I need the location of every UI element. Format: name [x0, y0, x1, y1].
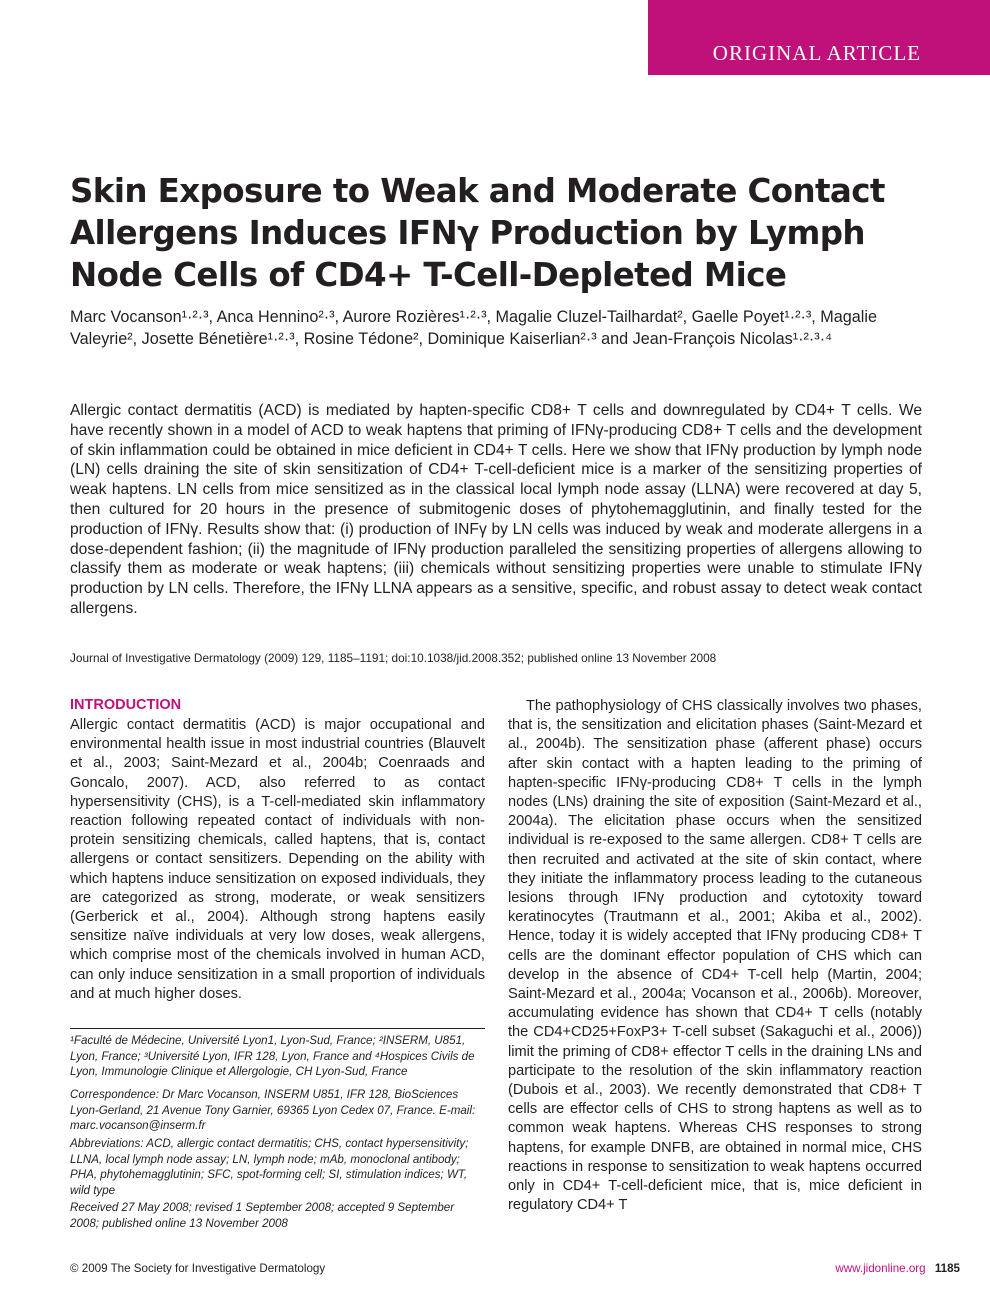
abstract: Allergic contact dermatitis (ACD) is mediated by hapten-specific CD8+ T cells and downregulated by CD4+ T cells. We have recently shown in a model of ACD to weak haptens that priming of IFNγ-producing CD8+ T cells and the development of skin inflammation could be obtained in mice deficient in CD4+ T cells. Here we show that IFNγ production by lymph node (LN) cells draining the site of skin sensitization of CD4+ T-cell-deficient mice is a marker of the sensitizing properties of weak haptens. LN cells from mice sensitized as in the classical local lymph node assay (LLNA) were recovered at day 5, then cultured for 20 hours in the presence of submitogenic doses of phytohemagglutinin, and finally tested for the production of IFNγ. Results show that: (i) production of INFγ by LN cells was induced by weak and moderate allergens in a dose-dependent fashion; (ii) the magnitude of IFNγ production paralleled the sensitizing properties of allergens allowing to classify them as moderate or weak haptens; (iii) chemicals without sensitizing properties were unable to stimulate IFNγ production by LN cells. Therefore, the IFNγ LLNA appears as a sensitive, specific, and robust assay to detect weak contact allergens.	[70, 402, 922, 617]
footnote-correspondence: Correspondence: Dr Marc Vocanson, INSERM U851, IFR 128, BioSciences Lyon-Gerland, 21 Avenue Tony Garnier, 69365 Lyon Cedex 07, France. E-mail: marc.vocanson@inserm.fr	[70, 1088, 476, 1133]
footer-right	[835, 1262, 960, 1275]
page-number: 1185	[934, 1262, 960, 1275]
author-list: Marc Vocanson¹·²·³, Anca Hennino²·³, Aurore Rozières¹·²·³, Magalie Cluzel-Tailhardat², Gaelle Poyet¹·²·³, Magalie Valeyrie², Josette Bénetière¹·²·³, Rosine Tédone², Dominique Kaiserlian²·³ and Jean-François Nicolas¹·²·³·⁴	[70, 308, 877, 348]
article-type-label: ORIGINAL ARTICLE	[712, 41, 921, 65]
footnote-received: Received 27 May 2008; revised 1 September 2008; accepted 9 September 2008; published online 13 November 2008	[70, 1201, 455, 1230]
intro-left-column: Allergic contact dermatitis (ACD) is major occupational and environmental health issue in most industrial countries (Blauvelt et al., 2003; Saint-Mezard et al., 2004b; Coenraads and Goncalo, 2007). ACD, also referred to as contact hypersensitivity (CHS), is a T-cell-mediated skin inflammatory reaction following repeated contact of individuals with non-protein sensitizing chemicals, called haptens, that is, contact allergens or contact sensitizers. Depending on the ability with which haptens induce sensitization on exposed individuals, they are categorized as strong, moderate, or weak sensitizers (Gerberick et al., 2004). Although strong haptens easily sensitize naïve individuals at very low doses, weak allergens, which comprise most of the chemicals involved in human ACD, can only induce sensitization in a small proportion of individuals and at much higher doses.	[70, 717, 485, 1002]
journal-url-link[interactable]: www.jidonline.org	[835, 1262, 926, 1275]
footnote-abbreviations: Abbreviations: ACD, allergic contact dermatitis; CHS, contact hypersensitivity; LLNA, local lymph node assay; LN, lymph node; mAb, monoclonal antibody; PHA, phytohemagglutinin; SFC, spot-forming cell; SI, stimulation indices; WT, wild type	[70, 1137, 469, 1197]
citation-line: Journal of Investigative Dermatology (2009) 129, 1185–1191; doi:10.1038/jid.2008.352; published online 13 November 2008	[70, 651, 717, 665]
section-heading-introduction: INTRODUCTION	[70, 697, 182, 713]
footnote-affiliations: ¹Faculté de Médecine, Université Lyon1, Lyon-Sud, France; ²INSERM, U851, Lyon, France; ³Université Lyon, IFR 128, Lyon, France and ⁴Hospices Civils de Lyon, Immunologie Clinique et Allergologie, CH Lyon-Sud, France	[70, 1034, 475, 1079]
article-title: Skin Exposure to Weak and Moderate Contact Allergens Induces IFNγ Production by Lymph Node Cells of CD4+ T-Cell-Depleted Mice	[70, 172, 885, 294]
footer-copyright: © 2009 The Society for Investigative Dermatology	[70, 1262, 326, 1275]
intro-right-column: The pathophysiology of CHS classically involves two phases, that is, the sensitization and elicitation phases (Saint-Mezard et al., 2004b). The sensitization phase (afferent phase) occurs after skin contact with a hapten leading to the priming of hapten-specific IFNγ-producing CD8+ T cells in the lymph nodes (LNs) draining the site of exposition (Saint-Mezard et al., 2004a). The elicitation phase occurs when the sensitized individual is re-exposed to the same allergen. CD8+ T cells are then recruited and activated at the site of skin contact, where they initiate the inflammatory process leading to the cutaneous lesions through IFNγ production and cytotoxity toward keratinocytes (Trautmann et al., 2001; Akiba et al., 2002). Hence, today it is widely accepted that IFNγ producing CD8+ T cells are the dominant effector population of CHS which can develop in the absence of CD4+ T-cell help (Martin, 2004; Saint-Mezard et al., 2004a; Vocanson et al., 2006b). Moreover, accumulating evidence has shown that CD4+ T cells (notably the CD4+CD25+FoxP3+ T-cell subset (Sakaguchi et al., 2006)) limit the priming of CD8+ effector T cells in the draining LNs and participate to the resolution of the skin inflammatory reaction (Dubois et al., 2003). We recently demonstrated that CD8+ T cells are effector cells of CHS to strong haptens as well as to common weak haptens. Whereas CHS responses to strong haptens, for example DNFB, are obtained in normal mice, CHS reactions in response to sensitization to weak haptens occurred only in CD4+ T-cell-deficient mice, that is, mice deficient in regulatory CD4+ T	[508, 698, 922, 1214]
footnote-divider	[70, 1028, 485, 1029]
article-type-banner	[648, 0, 990, 75]
